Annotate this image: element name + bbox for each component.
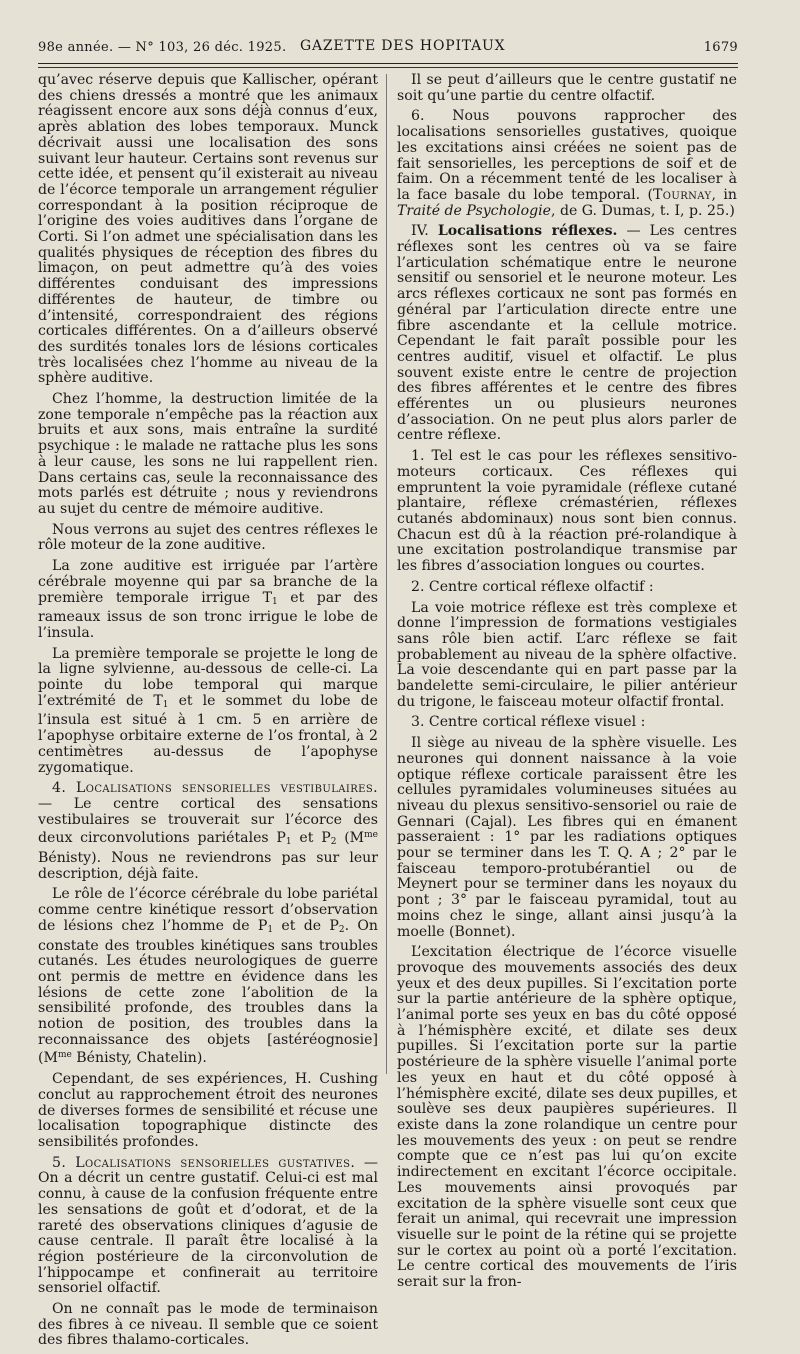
paragraph: Cependant, de ses expériences, H. Cushing conclut au rapprochement étroit des neurones de diverses formes de sensibilité et récuse une localisation topographique distincte des sensibilités profondes.	[38, 1071, 378, 1150]
section-heading: 4. Localisations sensorielles vestibulaires.	[52, 780, 378, 797]
left-column	[38, 73, 378, 1354]
paragraph: La zone auditive est irriguée par l’artère cérébrale moyenne qui par sa branche de la première temporale irrigue $T_1$ et par des rameaux issus de son tronc irrigue le lobe de l’insula.	[38, 558, 378, 641]
column-divider	[386, 74, 387, 1074]
paragraph: On ne connaît pas le mode de terminaison des fibres à ce niveau. Il semble que ce soient des fibres thalamo-corticales.	[38, 1301, 378, 1349]
paragraph: Le rôle de l’écorce cérébrale du lobe pariétal comme centre kinétique ressort d’observation de lésions chez l’homme de $P_1$ et de $P_2$. On constate des troubles kinétiques sans troubles cutanés. Les études neurologiques de guerre ont permis de mettre en évidence dans les lésions de cette zone l’abolition de la sensibilité profonde, des troubles dans la notion de position, des troubles dans la reconnaissance des objets [astéréognosie] ($M^{me}$ Bénisty, Chatelin).	[38, 886, 378, 1067]
paragraph: Nous verrons au sujet des centres réflexes le rôle moteur de la zone auditive.	[38, 521, 378, 554]
running-header	[38, 36, 738, 62]
paragraph: La première temporale se projette le long de la ligne sylvienne, au-dessous de celle-ci. La pointe du lobe temporal qui marque l’extrémité de $T_1$ et le sommet du lobe de l’insula est situé à 1 cm. 5 en arrière de l’apophyse orbitaire externe de l’os frontal, à 2 centimètres au-dessus de l’apophyse zygomatique.	[38, 645, 378, 776]
right-column	[397, 73, 737, 1296]
header-journal-title: GAZETTE DES HOPITAUX	[300, 38, 506, 54]
paragraph: 6. Nous pouvons rapprocher des localisations sensorielles gustatives, quoique les excitations ainsi créées ne soient pas de fait sensorielles, les perceptions de soif et de faim. On a récemment tenté de les localiser à la face basale du lobe temporal. (Tournay, in Traité de Psychologie, de G. Dumas, t. I, p. 25.)	[397, 108, 737, 219]
section-gustatory: 5. Localisations sensorielles gustatives. — On a décrit un centre gustatif. Celui-ci est mal connu, à cause de la confusion fréquente entre les sensations de goût et d’odorat, et de la rareté des observations cliniques d’agusie de cause centrale. Il paraît être localisé à la région postérieure de la circonvolution de l’hippocampe et confinerait au territoire sensoriel olfactif.	[38, 1154, 379, 1297]
section-heading: Localisations réflexes.	[437, 223, 618, 240]
paragraph: La voie motrice réflexe est très complexe et donne l’impression de formations vestigiales sans rôle bien actif. L’arc réflexe se fait probablement au niveau de la sphère olfactive. La voie descendante qui en part passe par la bandelette semi-circulaire, le pilier antérieur du trigone, le faisceau moteur olfactif frontal.	[397, 599, 737, 710]
section-heading: 5. Localisations sensorielles gustatives.	[52, 1154, 356, 1171]
paragraph: Il se peut d’ailleurs que le centre gustatif ne soit qu’une partie du centre olfactif.	[397, 72, 737, 104]
header-rule-thin	[38, 67, 738, 68]
header-rule-thick	[38, 63, 738, 64]
paragraph: 3. Centre cortical réflexe visuel :	[411, 714, 646, 731]
section-reflex: IV. Localisations réflexes. — Les centres réflexes sont les centres où va se faire l’articulation schématique entre le neurone sensitif ou sensoriel et le neurone moteur. Les arcs réflexes corticaux ne sont pas formés en général par l’articulation directe entre une fibre ascendante et la cellule motrice. Cependant le fait paraît possible pour les centres auditif, visuel et olfactif. Le plus souvent existe entre le centre de projection des fibres afférentes et le centre des fibres efférentes un ou plusieurs neurones d’association. On ne peut plus alors parler de centre réflexe.	[397, 223, 737, 444]
paragraph: 1. Tel est le cas pour les réflexes sensitivo-moteurs corticaux. Ces réflexes qui empruntent la voie pyramidale (réflexe cutané plantaire, réflexe crémastérien, réflexes cutanés abdominaux) nous sont bien connus. Chacun est dû à la réaction pré-rolandique à une excitation postrolandique transmise par les fibres d’association longues ou courtes.	[397, 448, 737, 575]
paragraph: 2. Centre cortical réflexe olfactif :	[411, 578, 654, 595]
section-vestibular: 4. Localisations sensorielles vestibulaires. — Le centre cortical des sensations vestibulaires se trouverait sur l’écorce des deux circonvolutions pariétales $P_1$ et $P_2$ ($M^{me}$ Bénisty). Nous ne reviendrons pas sur leur description, déjà faite.	[38, 780, 378, 882]
paragraph: L’excitation électrique de l’écorce visuelle provoque des mouvements associés des deux yeux et des deux pupilles. Si l’excitation porte sur la partie antérieure de la sphère optique, l’animal porte ses yeux en bas du côté opposé à l’hémisphère excité, et dilate ses deux pupilles. Si l’excitation porte sur la partie postérieure de la sphère visuelle l’animal porte les yeux en haut et du côté opposé à l’hémisphère excité, dilate ses deux pupilles, et soulève ses deux paupières supérieures. Il existe dans la zone rolandique un centre pour les mouvements des yeux : on peut se rendre compte que ce n’est pas lui qu’on excite indirectement en excitant l’écorce occipitale. Les mouvements ainsi provoqués par excitation de la sphère visuelle sont ceux que ferait un animal, qui recevrait une impression visuelle sur le point de la rétine qui se projette sur le cortex au point où a porté l’excitation. Le centre cortical des mouvements de l’iris serait sur la fron-	[397, 944, 737, 1291]
header-page-number: 1679	[703, 40, 738, 55]
paragraph: Il siège au niveau de la sphère visuelle. Les neurones qui donnent naissance à la voie optique réflexe corticale paraissent être les cellules pyramidales volumineuses situées au niveau du plexus sensitivo-sensoriel ou raie de Gennari (Cajal). Les fibres qui en émanent passeraient : 1° par les radiations optiques pour se terminer dans les T. Q. A ; 2° par le faisceau temporo-protubérantiel ou de Meynert pour se terminer dans les noyaux du pont ; 3° par le faisceau pyramidal, tout au moins chez le singe, allant ainsi jusqu’à la moelle (Bonnet).	[397, 735, 737, 940]
paragraph: Chez l’homme, la destruction limitée de la zone temporale n’empêche pas la réaction aux bruits et aux sons, mais entraîne la surdité psychique : le malade ne rattache plus les sons à leur cause, les sons ne lui rappellent rien. Dans certains cas, seule la reconnaissance des mots parlés est détruite ; nous y reviendrons au sujet du centre de mémoire auditive.	[38, 391, 378, 517]
header-issue-info: 98e année. — N° 103, 26 déc. 1925.	[38, 40, 287, 55]
paragraph: qu’avec réserve depuis que Kallischer, opérant des chiens dressés a montré que les animaux réagissent encore aux sons déjà connus d’eux, après ablation des lobes temporaux. Munck décrivait aussi une localisation des sons suivant leur hauteur. Certains sont revenus sur cette idée, et pensent qu’il existerait au niveau de l’écorce temporale un arrangement régulier correspondant à la position réciproque de l’origine des voies auditives dans l’organe de Corti. Si l’on admet une spécialisation dans les qualités physiques de réception des fibres du limaçon, on peut admettre qu’à des voies différentes conduisant des impressions différentes de hauteur, de timbre ou d’intensité, correspondraient des régions corticales différentes. On a d’ailleurs observé des surdités tonales lors de lésions corticales très localisées chez l’homme au niveau de la sphère auditive.	[38, 72, 378, 387]
